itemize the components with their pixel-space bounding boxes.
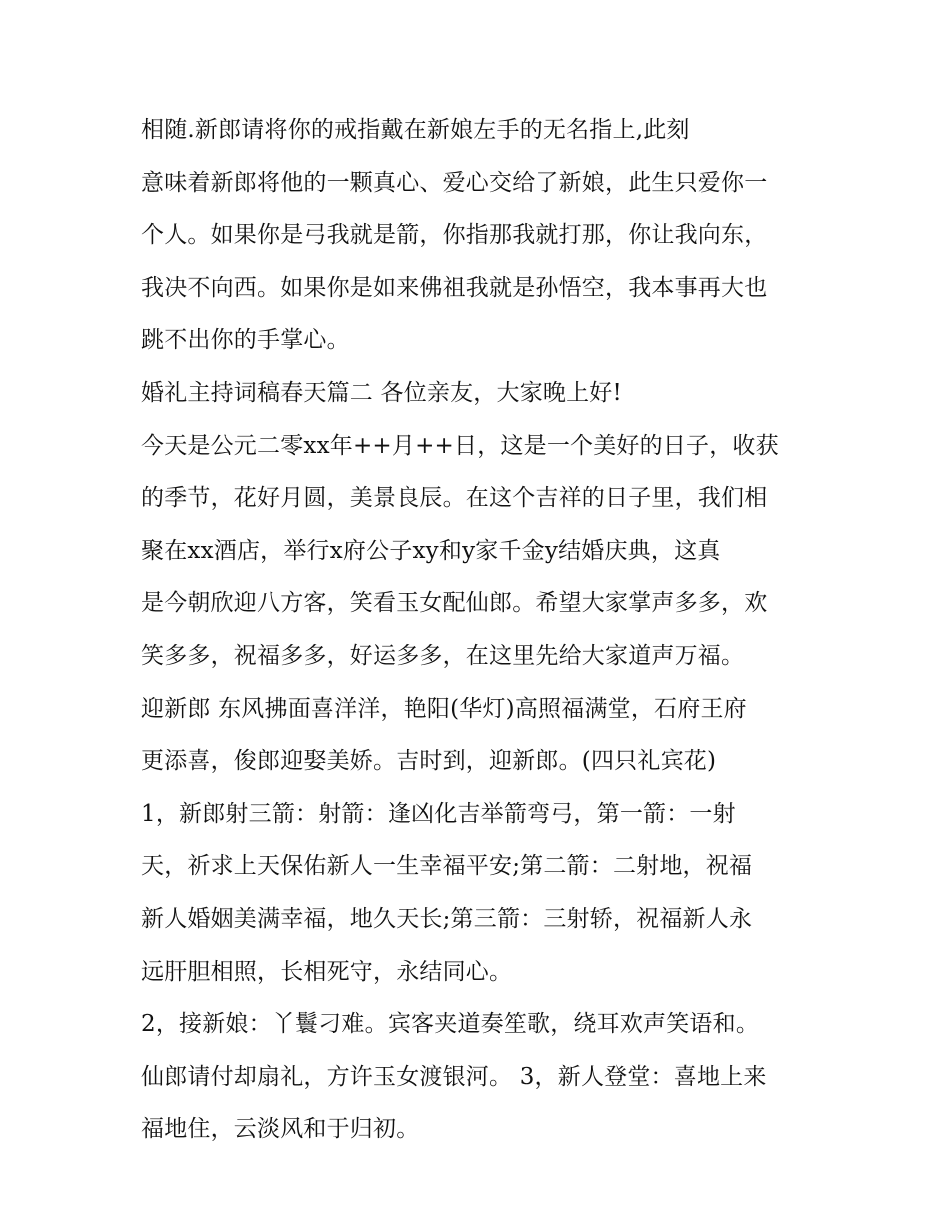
text-line: 聚在xx酒店，举行x府公子xy和y家千金y结婚庆典，这真 (141, 537, 721, 564)
text-line: 迎新郎 东风拂面喜洋洋，艳阳(华灯)高照福满堂，石府王府 (141, 695, 747, 722)
text-line: 远肝胆相照，长相死守，永结同心。 (141, 958, 513, 985)
text-line: 2，接新娘：丫鬟刁难。宾客夹道奏笙歌，绕耳欢声笑语和。 (141, 1011, 760, 1038)
text-line: 跳不出你的手掌心。 (141, 327, 350, 354)
text-line: 天，祈求上天保佑新人一生幸福平安;第二箭：二射地，祝福 (141, 853, 753, 880)
text-line: 更添喜，俊郎迎娶美娇。吉时到，迎新郎。(四只礼宾花) (141, 748, 717, 775)
section-heading-line: 婚礼主持词稿春天篇二 各位亲友，大家晚上好! (141, 379, 622, 406)
body-text (141, 107, 831, 1159)
text-line: 相随.新郎请将你的戒指戴在新娘左手的无名指上,此刻 (141, 117, 690, 143)
text-line: 福地住，云淡风和于归初。 (141, 1116, 420, 1143)
text-line: 笑多多，祝福多多，好运多多，在这里先给大家道声万福。 (141, 642, 745, 669)
text-line: 的季节，花好月圆，美景良辰。在这个吉祥的日子里，我们相 (141, 485, 768, 512)
text-line: 1，新郎射三箭：射箭：逢凶化吉举箭弯弓，第一箭：一射 (141, 800, 736, 827)
text-line: 仙郎请付却扇礼，方许玉女渡银河。 3，新人登堂：喜地上来 (141, 1063, 767, 1090)
text-line: 我决不向西。如果你是如来佛祖我就是孙悟空，我本事再大也 (141, 274, 768, 301)
text-line: 意味着新郎将他的一颗真心、爱心交给了新娘，此生只爱你一 (141, 169, 768, 196)
text-line: 新人婚姻美满幸福，地久天长;第三箭：三射轿，祝福新人永 (141, 905, 753, 932)
text-line: 是今朝欣迎八方客，笑看玉女配仙郎。希望大家掌声多多，欢 (141, 590, 768, 617)
text-line: 个人。如果你是弓我就是箭，你指那我就打那，你让我向东， (141, 222, 768, 249)
text-line: 今天是公元二零xx年++月++日，这是一个美好的日子，收获 (141, 432, 779, 459)
